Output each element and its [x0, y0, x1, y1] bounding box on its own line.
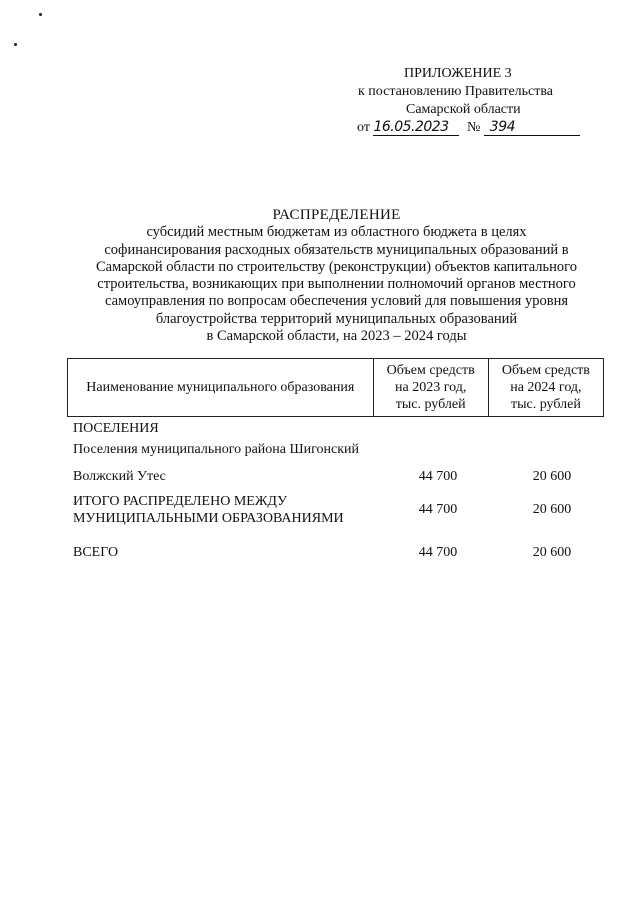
handwritten-number	[484, 120, 580, 136]
header-2023	[373, 359, 488, 417]
distribution-table	[67, 358, 604, 417]
table-row-name: ВСЕГО	[73, 545, 119, 560]
scan-speck	[39, 13, 42, 16]
from-label: от	[357, 120, 370, 135]
table-header-row	[68, 359, 604, 417]
value-2024: 20 600	[532, 502, 572, 517]
number-value: 394	[489, 119, 516, 135]
header-2024-line: Объем средств	[501, 363, 590, 378]
document-title	[80, 207, 593, 345]
value-2024: 20 600	[532, 545, 572, 560]
title-line: в Самарской области, на 2023 – 2024 годы	[206, 328, 467, 345]
table-row-name-cont: МУНИЦИПАЛЬНЫМИ ОБРАЗОВАНИЯМИ	[73, 511, 344, 526]
region-label: Самарской области	[406, 102, 521, 117]
table-row-section: ПОСЕЛЕНИЯ	[73, 421, 159, 436]
header-2023-line: на 2023 год,	[395, 380, 467, 395]
title-line: Самарской области по строительству (реконструкции) объектов капитального	[96, 258, 577, 275]
value-2023: 44 700	[418, 545, 458, 560]
header-2024-line: тыс. рублей	[510, 397, 581, 412]
title-line: самоуправления по вопросам обеспечения условий для повышения уровня	[104, 293, 569, 310]
handwritten-date: 16.05.2023	[373, 120, 459, 136]
table-row-subsection: Поселения муниципального района Шигонский	[73, 442, 360, 457]
title-main: РАСПРЕДЕЛЕНИЕ	[272, 207, 401, 223]
header-2023-line: тыс. рублей	[395, 397, 466, 412]
scan-speck	[14, 43, 17, 46]
value-2023: 44 700	[418, 469, 458, 484]
value-2023: 44 700	[418, 502, 458, 517]
header-2024	[488, 359, 603, 417]
title-line: субсидий местным бюджетам из областного бюджета в целях	[146, 224, 527, 241]
appendix-label: ПРИЛОЖЕНИЕ 3	[404, 66, 512, 81]
header-2023-line: Объем средств	[386, 363, 475, 378]
header-name: Наименование муниципального образования	[68, 359, 374, 417]
number-label: №	[466, 120, 481, 135]
header-2024-line: на 2024 год,	[510, 380, 582, 395]
title-line: софинансирования расходных обязательств муниципальных образований в	[104, 241, 569, 258]
table-row-name: ИТОГО РАСПРЕДЕЛЕНО МЕЖДУ	[73, 494, 287, 509]
title-line: благоустройства территорий муниципальных образований	[155, 310, 518, 327]
resolution-label: к постановлению Правительства	[358, 84, 554, 99]
date-number-line	[357, 120, 580, 136]
value-2024: 20 600	[532, 469, 572, 484]
table-row-name: Волжский Утес	[73, 469, 166, 484]
title-line: строительства, возникающих при выполнении полномочий органов местного	[97, 276, 576, 293]
